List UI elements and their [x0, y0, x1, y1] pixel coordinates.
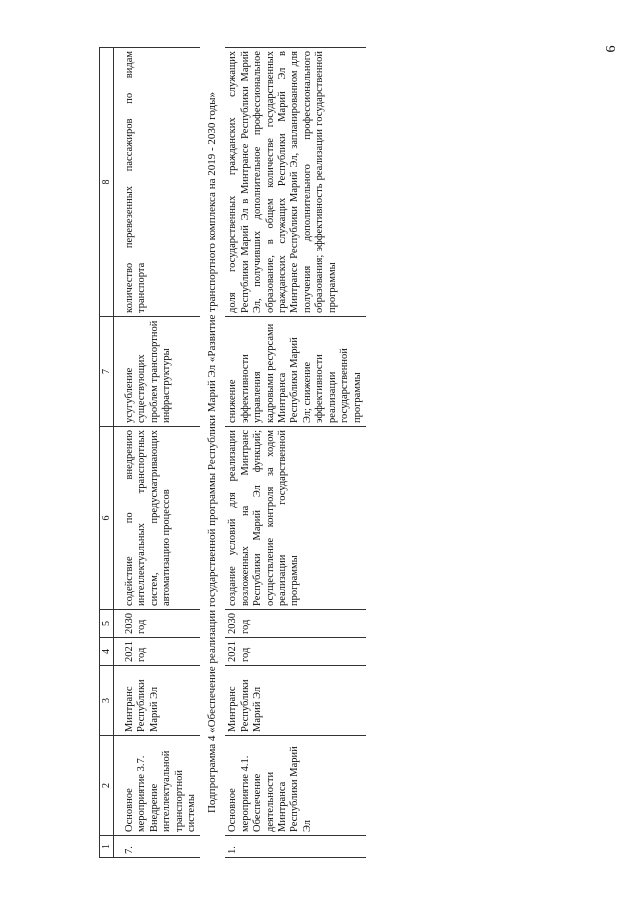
end-year: 2030 год	[225, 610, 365, 638]
column-header: 5	[100, 610, 114, 638]
column-header: 4	[100, 638, 114, 666]
end-year: 2030 год	[122, 610, 200, 638]
rotated-table-content	[99, 48, 539, 858]
column-header: 2	[100, 736, 114, 836]
column-header: 6	[100, 427, 114, 610]
indicator: доля государственных гражданских служащих Республики Марий Эл в Минтрансе Республики Марий Эл, получивших дополнительное профессиональное образование, в общем количестве государственных гражданских служащих Республики Марий Эл в Минтрансе Республики Марий Эл, запланированном для получения дополнительного профессионального образования; эффективность реализации государственной программы	[225, 48, 365, 317]
column-header: 1	[100, 836, 114, 858]
expected-result: содействие по внедрению интеллектуальных транспортных систем, предусматривающих автоматизацию процессов	[122, 427, 200, 610]
column-header: 3	[100, 666, 114, 736]
subprogram-title-row	[200, 48, 225, 858]
start-year: 2021 год	[225, 638, 365, 666]
start-year: 2021 год	[122, 638, 200, 666]
subprogram-title: Подпрограмма 4 «Обеспечение реализации государственной программы Республики Марий Эл «Развитие транспортного комплекса на 2019 - 2030 годы»	[206, 91, 219, 814]
table-row	[225, 48, 365, 858]
consequences: усугубление существующих проблем транспортной инфраструктуры	[122, 317, 200, 427]
event-name: Основное мероприятие 3.7. Внедрение интеллектуальной транспортной системы	[122, 736, 200, 836]
event-name: Основное мероприятие 4.1. Обеспечение деятельности Минтранса Республики Марий Эл	[225, 736, 365, 836]
indicator: количество перевезенных пассажиров по видам транспорта	[122, 48, 200, 317]
column-header: 7	[100, 317, 114, 427]
measures-table	[99, 47, 366, 858]
column-header: 8	[100, 48, 114, 317]
row-number: 7.	[122, 836, 200, 858]
consequences: снижение эффективности управления кадровыми ресурсами Минтранса Республики Марий Эл; снижение эффективности реализации государственной программы	[225, 317, 365, 427]
column-number-header-row	[100, 48, 114, 858]
row-number: 1.	[225, 836, 365, 858]
table-row	[122, 48, 200, 858]
executor: Минтранс Республики Марий Эл	[225, 666, 365, 736]
page-number: 6	[604, 45, 619, 53]
expected-result: создание условий для реализации возложенных на Минтранс Республики Марий Эл функций; осуществление контроля за ходом реализации государственной программы	[225, 427, 365, 610]
executor: Минтранс Республики Марий Эл	[122, 666, 200, 736]
spacer-row	[114, 48, 123, 858]
